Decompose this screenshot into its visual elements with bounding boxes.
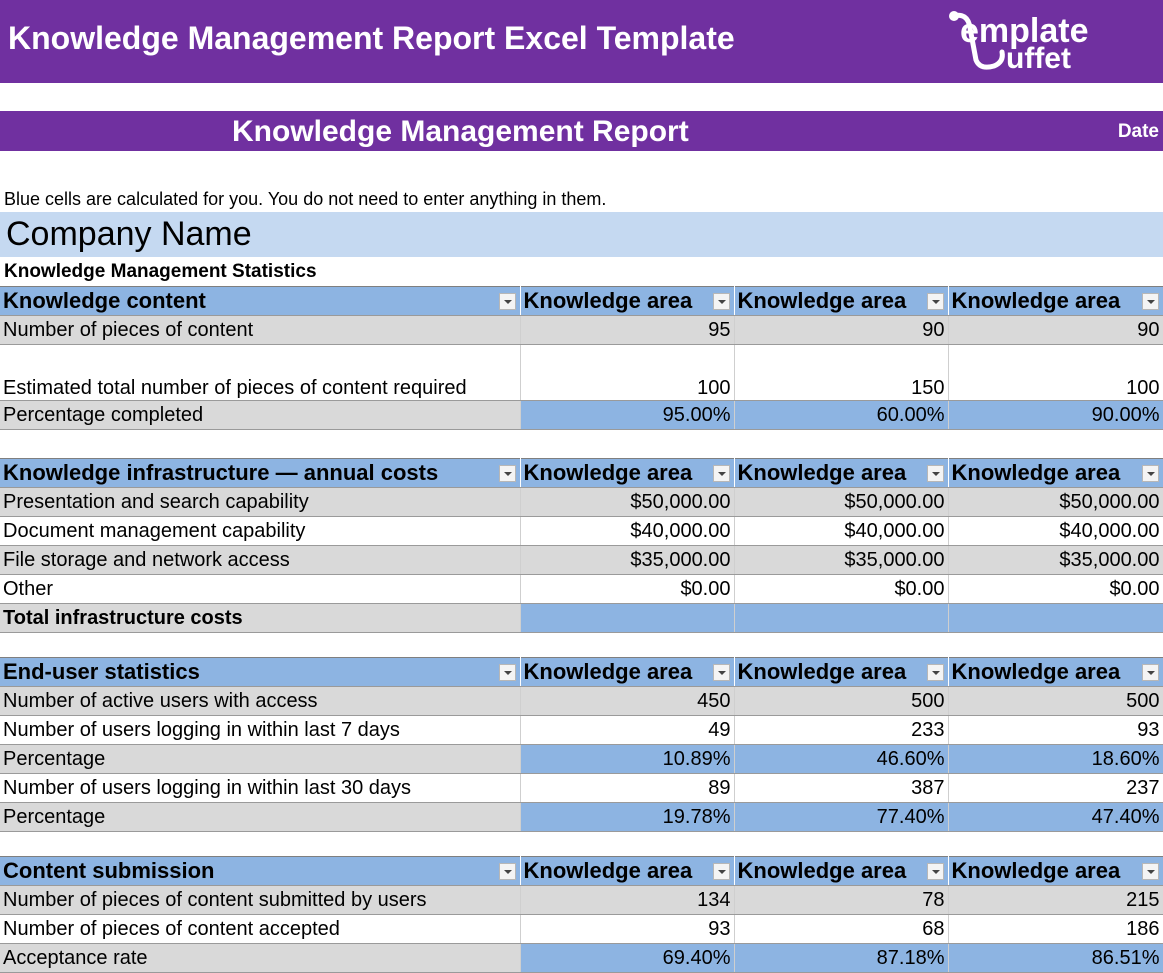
table-row: [0, 401, 1163, 430]
header-label: End-user statistics: [3, 659, 200, 684]
header-cell[interactable]: [0, 287, 520, 316]
header-label: Knowledge area: [951, 288, 1121, 313]
svg-text:emplate: emplate: [960, 12, 1089, 50]
report-title-bar: [0, 111, 1163, 151]
value-cell[interactable]: 233: [734, 716, 948, 745]
value-cell[interactable]: $50,000.00: [520, 488, 734, 517]
filter-dropdown-icon[interactable]: [713, 465, 730, 482]
value-cell[interactable]: 237: [948, 774, 1163, 803]
filter-dropdown-icon[interactable]: [499, 293, 516, 310]
header-label: Knowledge area: [523, 858, 693, 883]
table-row: [0, 915, 1163, 944]
filter-dropdown-icon[interactable]: [1142, 863, 1159, 880]
table-row: [0, 546, 1163, 575]
end-user-statistics-table: [0, 657, 1163, 832]
row-label[interactable]: Number of pieces of content accepted: [0, 915, 520, 944]
table-row: [0, 316, 1163, 345]
header-cell[interactable]: [948, 658, 1163, 687]
header-cell[interactable]: [520, 857, 734, 886]
svg-text:uffet: uffet: [1006, 42, 1071, 74]
table-row: [0, 944, 1163, 973]
value-cell[interactable]: 387: [734, 774, 948, 803]
value-cell[interactable]: $40,000.00: [734, 517, 948, 546]
value-cell[interactable]: $50,000.00: [948, 488, 1163, 517]
table-header: [0, 857, 1163, 886]
date-label[interactable]: Date: [1117, 121, 1159, 142]
filter-dropdown-icon[interactable]: [499, 863, 516, 880]
title-banner: [0, 0, 1163, 83]
table-row: [0, 345, 1163, 401]
header-label: Knowledge area: [951, 858, 1121, 883]
header-cell[interactable]: [734, 857, 948, 886]
row-label[interactable]: Estimated total number of pieces of content required: [0, 345, 520, 401]
knowledge-content-table: [0, 286, 1163, 430]
table-row: [0, 716, 1163, 745]
value-cell[interactable]: 215: [948, 886, 1163, 915]
header-cell[interactable]: [520, 459, 734, 488]
filter-dropdown-icon[interactable]: [713, 293, 730, 310]
header-cell[interactable]: [734, 658, 948, 687]
calculated-cell[interactable]: 60.00%: [734, 401, 948, 430]
header-cell[interactable]: [948, 459, 1163, 488]
value-cell[interactable]: 49: [520, 716, 734, 745]
table-row: [0, 886, 1163, 915]
table-row: [0, 517, 1163, 546]
filter-dropdown-icon[interactable]: [927, 863, 944, 880]
row-label[interactable]: Number of active users with access: [0, 687, 520, 716]
filter-dropdown-icon[interactable]: [1142, 465, 1159, 482]
filter-dropdown-icon[interactable]: [1142, 293, 1159, 310]
value-cell[interactable]: $0.00: [734, 575, 948, 604]
value-cell[interactable]: $0.00: [948, 575, 1163, 604]
row-label[interactable]: File storage and network access: [0, 546, 520, 575]
filter-dropdown-icon[interactable]: [927, 664, 944, 681]
row-label[interactable]: Number of pieces of content: [0, 316, 520, 345]
calculated-cell[interactable]: 90.00%: [948, 401, 1163, 430]
header-label: Knowledge area: [737, 460, 907, 485]
filter-dropdown-icon[interactable]: [713, 863, 730, 880]
value-cell[interactable]: $35,000.00: [948, 546, 1163, 575]
row-label[interactable]: Document management capability: [0, 517, 520, 546]
calculated-cell[interactable]: 19.78%: [520, 803, 734, 832]
value-cell[interactable]: 134: [520, 886, 734, 915]
calculated-cell[interactable]: [520, 604, 734, 633]
header-label: Knowledge area: [523, 659, 693, 684]
header-cell[interactable]: [0, 658, 520, 687]
row-label[interactable]: Percentage completed: [0, 401, 520, 430]
value-cell[interactable]: 186: [948, 915, 1163, 944]
stats-title: Knowledge Management Statistics: [4, 261, 317, 282]
company-name-cell[interactable]: [0, 212, 1163, 257]
value-cell[interactable]: $35,000.00: [734, 546, 948, 575]
value-cell[interactable]: 450: [520, 687, 734, 716]
instruction-note: Blue cells are calculated for you. You do not need to enter anything in them.: [4, 189, 607, 209]
value-cell[interactable]: 68: [734, 915, 948, 944]
header-label: Knowledge area: [737, 858, 907, 883]
table-header: [0, 658, 1163, 687]
value-cell[interactable]: 93: [948, 716, 1163, 745]
filter-dropdown-icon[interactable]: [499, 664, 516, 681]
report-title: Knowledge Management Report: [232, 115, 689, 148]
filter-dropdown-icon[interactable]: [927, 293, 944, 310]
header-cell[interactable]: [734, 287, 948, 316]
template-buffet-logo: [948, 8, 1148, 74]
total-row: [0, 604, 1163, 633]
value-cell[interactable]: 78: [734, 886, 948, 915]
value-cell[interactable]: 100: [948, 345, 1163, 401]
header-label: Knowledge area: [523, 288, 693, 313]
calculated-cell[interactable]: 47.40%: [948, 803, 1163, 832]
value-cell[interactable]: 93: [520, 915, 734, 944]
value-cell[interactable]: 500: [948, 687, 1163, 716]
row-label[interactable]: Number of users logging in within last 7 days: [0, 716, 520, 745]
table-row: [0, 745, 1163, 774]
row-label[interactable]: Percentage: [0, 745, 520, 774]
value-cell[interactable]: 95: [520, 316, 734, 345]
filter-dropdown-icon[interactable]: [927, 465, 944, 482]
table-row: [0, 803, 1163, 832]
header-cell[interactable]: [948, 287, 1163, 316]
row-label[interactable]: Percentage: [0, 803, 520, 832]
row-label[interactable]: Number of pieces of content submitted by users: [0, 886, 520, 915]
calculated-cell[interactable]: 69.40%: [520, 944, 734, 973]
calculated-cell[interactable]: 77.40%: [734, 803, 948, 832]
table-row: [0, 687, 1163, 716]
value-cell[interactable]: $50,000.00: [734, 488, 948, 517]
calculated-cell[interactable]: 86.51%: [948, 944, 1163, 973]
filter-dropdown-icon[interactable]: [713, 664, 730, 681]
table-row: [0, 774, 1163, 803]
row-label[interactable]: Total infrastructure costs: [0, 604, 520, 633]
header-label: Knowledge area: [737, 288, 907, 313]
table-header: [0, 287, 1163, 316]
company-name: Company Name: [6, 215, 252, 253]
value-cell[interactable]: $35,000.00: [520, 546, 734, 575]
calculated-cell[interactable]: 18.60%: [948, 745, 1163, 774]
banner-title: Knowledge Management Report Excel Template: [8, 20, 735, 56]
header-cell[interactable]: [520, 658, 734, 687]
header-label: Knowledge content: [3, 288, 206, 313]
header-cell[interactable]: [948, 857, 1163, 886]
filter-dropdown-icon[interactable]: [499, 465, 516, 482]
value-cell[interactable]: 90: [734, 316, 948, 345]
header-cell[interactable]: [734, 459, 948, 488]
filter-dropdown-icon[interactable]: [1142, 664, 1159, 681]
value-cell[interactable]: 100: [520, 345, 734, 401]
row-label[interactable]: Acceptance rate: [0, 944, 520, 973]
row-label[interactable]: Number of users logging in within last 30 days: [0, 774, 520, 803]
infrastructure-costs-table: [0, 458, 1163, 633]
calculated-cell[interactable]: 87.18%: [734, 944, 948, 973]
header-cell[interactable]: [0, 857, 520, 886]
content-submission-table: [0, 856, 1163, 973]
calculated-cell[interactable]: [734, 604, 948, 633]
row-label[interactable]: Presentation and search capability: [0, 488, 520, 517]
header-label: Knowledge area: [737, 659, 907, 684]
value-cell[interactable]: $40,000.00: [948, 517, 1163, 546]
calculated-cell[interactable]: 95.00%: [520, 401, 734, 430]
table-header: [0, 459, 1163, 488]
row-label[interactable]: Other: [0, 575, 520, 604]
header-label: Content submission: [3, 858, 215, 883]
calculated-cell[interactable]: [948, 604, 1163, 633]
value-cell[interactable]: 90: [948, 316, 1163, 345]
header-cell[interactable]: [0, 459, 520, 488]
table-row: [0, 575, 1163, 604]
value-cell[interactable]: 500: [734, 687, 948, 716]
value-cell[interactable]: 89: [520, 774, 734, 803]
value-cell[interactable]: $40,000.00: [520, 517, 734, 546]
value-cell[interactable]: 150: [734, 345, 948, 401]
calculated-cell[interactable]: 46.60%: [734, 745, 948, 774]
header-label: Knowledge area: [951, 460, 1121, 485]
header-label: Knowledge infrastructure — annual costs: [3, 460, 439, 485]
table-row: [0, 488, 1163, 517]
calculated-cell[interactable]: 10.89%: [520, 745, 734, 774]
header-label: Knowledge area: [523, 460, 693, 485]
value-cell[interactable]: $0.00: [520, 575, 734, 604]
header-cell[interactable]: [520, 287, 734, 316]
header-label: Knowledge area: [951, 659, 1121, 684]
